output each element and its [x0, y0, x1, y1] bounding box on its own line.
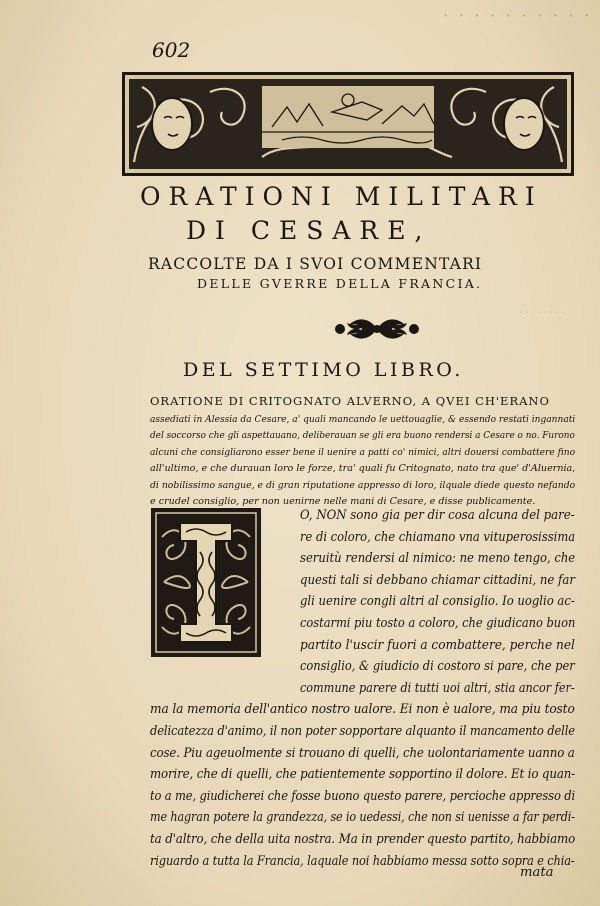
title-line-2: DI CESARE,: [186, 216, 432, 245]
oration-line: ma la memoria dell'antico nostro ualore. Ei non è ualore, ma piu tosto: [150, 702, 575, 718]
oration-line: riguardo a tutta la Francia, laquale noi habbiamo messa sotto sopra e chia-: [150, 853, 575, 869]
title-line-1: ORATIONI MILITARI: [140, 182, 543, 211]
oration-line: cose. Piu ageuolmente si trouano di quelli, che uolontariamente uanno a: [150, 745, 575, 761]
oration-line: partito l'uscir fuori a combattere, perche nel: [300, 637, 575, 653]
title-line-3: RACCOLTE DA I SVOI COMMENTARI: [148, 255, 483, 273]
show-through-text: · · · · · · · · · ·: [440, 5, 590, 27]
argument-line: del soccorso che gli aspettauano, deliberauan se gli era buono rendersi a Cesare o no. Furono: [150, 430, 575, 441]
argument-line: assediati in Alessia da Cesare, a' quali mancando le uettouaglie, & essendo restati ingannati: [150, 413, 576, 425]
fleuron-ornament: [332, 314, 422, 344]
argument-line: di nobilissimo sangue, e di gran riputatione appresso di loro, ilquale diede questo nefando: [150, 479, 576, 491]
argument-line: alcuni che consigliarono esser bene il uenire a patti co' nimici, altri douersi combattere fino: [150, 446, 576, 458]
section-heading: DEL SETTIMO LIBRO.: [183, 359, 464, 381]
oration-text: [150, 505, 575, 872]
oration-line: to a me, giudicherei che fosse buono questo parere, percioche appresso di: [150, 788, 576, 804]
oration-line: gli uenire congli altri al consiglio. Io uoglio ac-: [300, 594, 575, 610]
oration-line: consiglio, & giudicio di costoro si pare, che per: [300, 659, 575, 675]
initial-letter: I: [150, 507, 151, 508]
argument-lead: ORATIONE DI CRITOGNATO ALVERNO, A QVEI CH'ERANO: [150, 394, 550, 408]
argument-lead-line: [150, 393, 575, 412]
oration-line: delicatezza d'animo, il non poter sopportare alquanto il mancamento delle: [150, 723, 575, 739]
woodcut-headpiece: [122, 72, 574, 176]
oration-line: me hagran potere la grandezza, se io uedessi, che non si uenisse a far perdi-: [150, 810, 575, 826]
argument-line: e crudel consiglio, per non uenirne nelle mani di Cesare, e disse publicamente.: [150, 496, 536, 507]
oration-line: O, NON sono gia per dir cosa alcuna del pare-: [300, 508, 575, 523]
oration-line: costarmi piu tosto a coloro, che giudicano buon: [300, 615, 576, 631]
argument-line: all'ultimo, e che durauan loro le forze, tra' quali fu Critognato, nato tra que' d'Aluernia,: [150, 463, 576, 474]
oration-line: commune parere di tutti uoi altri, stia ancor fer-: [300, 680, 575, 696]
oration-line: morire, che di quelli, che patientemente sopportino il dolore. Et io quan-: [150, 767, 576, 783]
page-number: 602: [152, 38, 191, 62]
oration-line: ta d'altro, che della uita nostra. Ma in prender questo partito, habbiamo: [150, 831, 576, 847]
oration-line: re di coloro, che chiamano vna vituperosissima: [300, 529, 576, 545]
show-through-text-2: · · · · · · · ·: [520, 305, 565, 319]
catchword: mata: [520, 865, 554, 880]
oration-line: questi tali si debbano chiamar cittadini, ne far: [300, 572, 575, 588]
title-line-4: DELLE GVERRE DELLA FRANCIA.: [197, 276, 483, 291]
oration-line: seruitù rendersi al nimico: ne meno tengo, che: [300, 551, 576, 567]
argument-paragraph: [150, 393, 575, 511]
